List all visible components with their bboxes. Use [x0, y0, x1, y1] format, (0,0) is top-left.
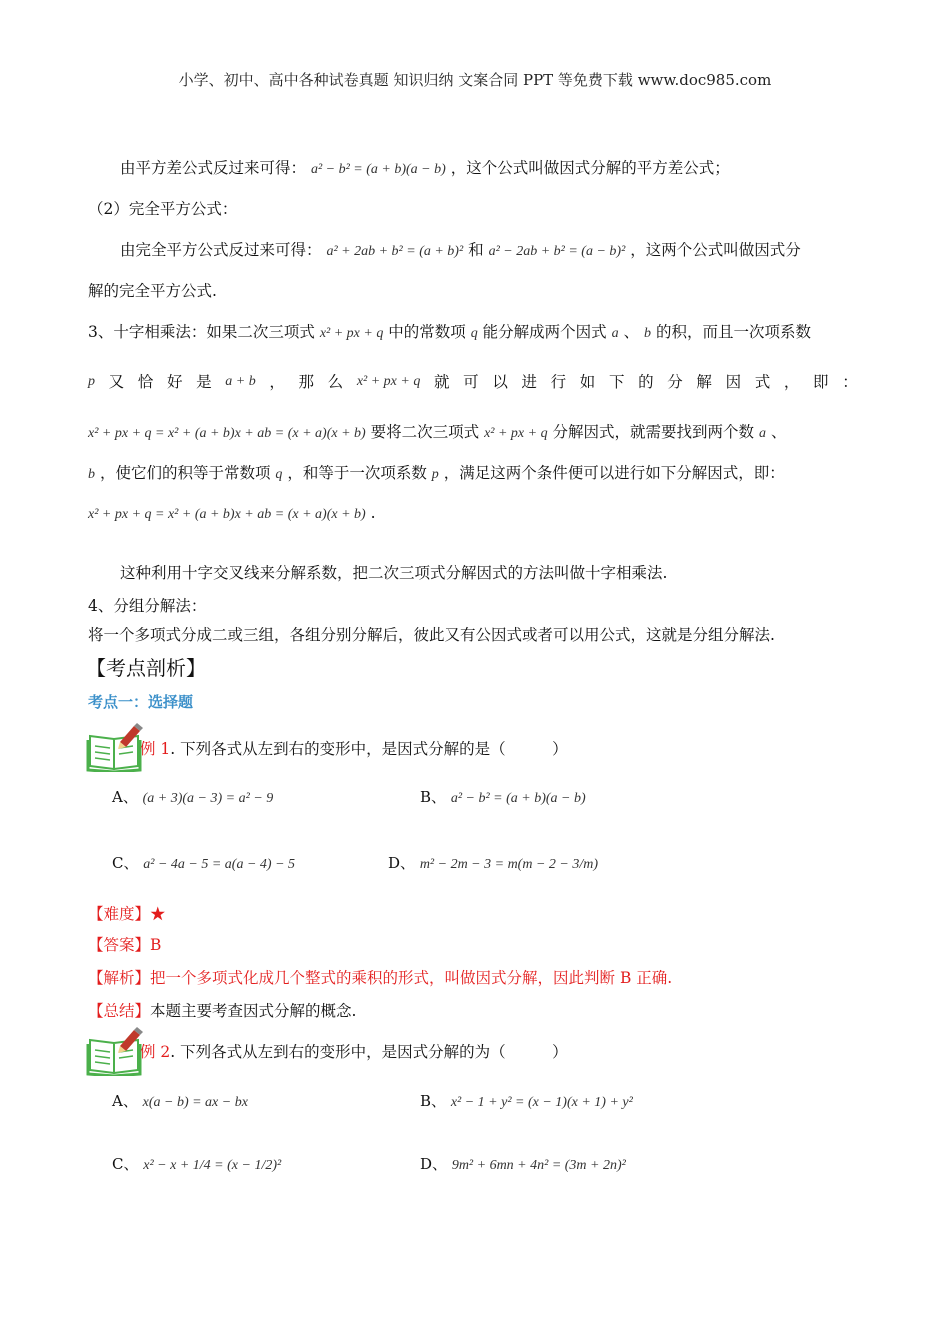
- spread-word: 下: [608, 373, 625, 391]
- text: ，满足这两个条件便可以进行如下分解因式，即：: [443, 464, 785, 482]
- spread-word: 可: [463, 373, 479, 391]
- label: 【解析】: [88, 969, 151, 987]
- book-pencil-icon: [86, 722, 144, 772]
- text: ，这个公式叫做因式分解的平方差公式；: [450, 159, 730, 177]
- star-rating: ★: [150, 905, 166, 923]
- example2-option-b[interactable]: [420, 1090, 633, 1111]
- question-text: . 下列各式从左到右的变形中，是因式分解的为（ ）: [170, 1043, 568, 1061]
- paragraph-cross-method-line5: [88, 502, 376, 526]
- option-label: C、: [112, 854, 139, 872]
- example2-option-c[interactable]: [112, 1153, 281, 1174]
- paragraph-cross-method-line2: [88, 371, 858, 393]
- example2-question: [140, 1041, 568, 1063]
- formula: x² + px + q: [484, 426, 548, 441]
- spread-word: 的: [638, 373, 654, 391]
- text: 能分解成两个因式: [482, 323, 607, 341]
- example1-option-a[interactable]: [112, 786, 273, 807]
- spread-word: ：: [842, 373, 858, 391]
- formula: x² + px + q = x² + (a + b)x + ab = (x + a)(x + b): [88, 507, 366, 522]
- option-label: D、: [420, 1155, 448, 1173]
- text: ，这两个公式叫做因式分: [630, 241, 801, 259]
- spread-word: 那: [298, 373, 315, 391]
- text: 和: [468, 241, 484, 259]
- paragraph-perfect-square: [120, 239, 801, 263]
- paragraph-cross-method-line3: [88, 421, 786, 445]
- spread-word: ，: [269, 373, 285, 391]
- option-formula: x² − x + 1/4 = (x − 1/2)²: [143, 1158, 282, 1173]
- option-label: B、: [420, 788, 447, 806]
- text: 由完全平方公式反过来可得：: [120, 241, 322, 259]
- section-title: 【考点剖析】: [86, 656, 206, 680]
- formula: b: [88, 467, 95, 482]
- spread-word: 进: [521, 373, 537, 391]
- answer-value: B: [150, 936, 162, 954]
- text: 中的常数项: [388, 323, 466, 341]
- option-formula: (a + 3)(a − 3) = a² − 9: [142, 791, 274, 806]
- formula: a² − 2ab + b² = (a − b)²: [488, 244, 626, 259]
- formula: a² − b² = (a + b)(a − b): [310, 162, 446, 177]
- example-label: 例 1: [140, 740, 171, 758]
- paragraph-perfect-square-title: （2）完全平方公式：: [88, 200, 238, 218]
- formula: b: [644, 326, 652, 341]
- option-label: B、: [420, 1092, 447, 1110]
- text: 要将二次三项式: [370, 423, 480, 441]
- paragraph-cross-method-line4: [88, 462, 785, 486]
- spread-word: 如: [579, 373, 596, 391]
- spread-word: 是: [196, 373, 212, 391]
- example1-difficulty: [88, 903, 166, 925]
- spread-word: 么: [327, 373, 344, 391]
- label: 【答案】: [88, 936, 151, 954]
- spread-word: x² + px + q: [356, 374, 421, 389]
- label: 【总结】: [88, 1002, 151, 1020]
- formula: p: [431, 467, 439, 482]
- option-label: A、: [112, 788, 138, 806]
- option-formula: a² − 4a − 5 = a(a − 4) − 5: [143, 857, 296, 872]
- formula: a: [611, 326, 619, 341]
- text: ，和等于一次项系数: [287, 464, 427, 482]
- formula: q: [470, 326, 478, 341]
- example1-question: [140, 738, 568, 760]
- example1-answer: [88, 934, 161, 956]
- paragraph-perfect-square-end: 解的完全平方公式.: [88, 282, 217, 300]
- option-formula: m² − 2m − 3 = m(m − 2 − 3/m): [419, 857, 599, 872]
- spread-word: 以: [492, 373, 508, 391]
- label: 【难度】: [88, 905, 151, 923]
- spread-word: ，: [783, 373, 800, 391]
- spread-word: 分: [667, 373, 683, 391]
- question-text: . 下列各式从左到右的变形中，是因式分解的是（ ）: [170, 740, 568, 758]
- paragraph-difference-of-squares: [120, 157, 730, 181]
- spread-word: 就: [434, 373, 450, 391]
- spread-word: a + b: [225, 374, 256, 389]
- formula: a² + 2ab + b² = (a + b)²: [326, 244, 464, 259]
- spread-word: 式: [754, 373, 771, 391]
- formula: x² + px + q = x² + (a + b)x + ab = (x + a)(x + b): [88, 426, 366, 441]
- example2-option-a[interactable]: [112, 1090, 248, 1111]
- text: ，使它们的积等于常数项: [99, 464, 271, 482]
- example1-summary: [88, 1000, 356, 1022]
- spread-word: 行: [550, 373, 567, 391]
- option-label: D、: [388, 854, 416, 872]
- option-formula: a² − b² = (a + b)(a − b): [450, 791, 586, 806]
- spread-word: 又: [108, 373, 125, 391]
- paragraph-grouping: 将一个多项式分成二或三组，各组分别分解后，彼此又有公因式或者可以用公式，这就是分组分解法.: [88, 626, 775, 644]
- text: 、: [770, 423, 787, 441]
- option-formula: x(a − b) = ax − bx: [142, 1095, 248, 1110]
- option-label: A、: [112, 1092, 138, 1110]
- option-formula: x² − 1 + y² = (x − 1)(x + 1) + y²: [450, 1095, 633, 1110]
- example1-option-c[interactable]: [112, 852, 295, 873]
- formula: x² + px + q: [319, 326, 384, 341]
- paragraph-cross-method-summary: 这种利用十字交叉线来分解系数，把二次三项式分解因式的方法叫做十字相乘法.: [120, 564, 668, 582]
- text: 分解因式，就需要找到两个数: [552, 423, 755, 441]
- spread-word: 好: [166, 373, 183, 391]
- spread-word: 恰: [137, 373, 154, 391]
- option-formula: 9m² + 6mn + 4n² = (3m + 2n)²: [451, 1158, 626, 1173]
- spread-word: 即: [813, 373, 829, 391]
- paragraph-cross-method-line1: [88, 321, 811, 345]
- formula: q: [275, 467, 283, 482]
- example1-option-d[interactable]: [388, 852, 598, 873]
- summary-text: 本题主要考查因式分解的概念.: [150, 1002, 357, 1020]
- option-label: C、: [112, 1155, 139, 1173]
- spread-word: p: [88, 374, 95, 389]
- spread-word: 因: [725, 373, 742, 391]
- text: 3、十字相乘法：如果二次三项式: [88, 323, 315, 341]
- topic-title: 考点一：选择题: [88, 693, 194, 711]
- spread-word: 解: [696, 373, 712, 391]
- text: 由平方差公式反过来可得：: [120, 159, 307, 177]
- example1-analysis: [88, 967, 672, 989]
- formula: a: [759, 426, 766, 441]
- example-label: 例 2: [140, 1043, 171, 1061]
- example2-option-d[interactable]: [420, 1153, 626, 1174]
- page-header: 小学、初中、高中各种试卷真题 知识归纳 文案合同 PPT 等免费下载 www.doc985.com: [178, 71, 772, 89]
- analysis-text: 把一个多项式化成几个整式的乘积的形式，叫做因式分解，因此判断 B 正确.: [150, 969, 673, 987]
- book-pencil-icon: [86, 1026, 144, 1076]
- example1-option-b[interactable]: [420, 786, 586, 807]
- text: .: [370, 504, 376, 522]
- paragraph-grouping-title: 4、分组分解法：: [88, 597, 207, 615]
- text: 的积，而且一次项系数: [655, 323, 811, 341]
- text: 、: [623, 323, 640, 341]
